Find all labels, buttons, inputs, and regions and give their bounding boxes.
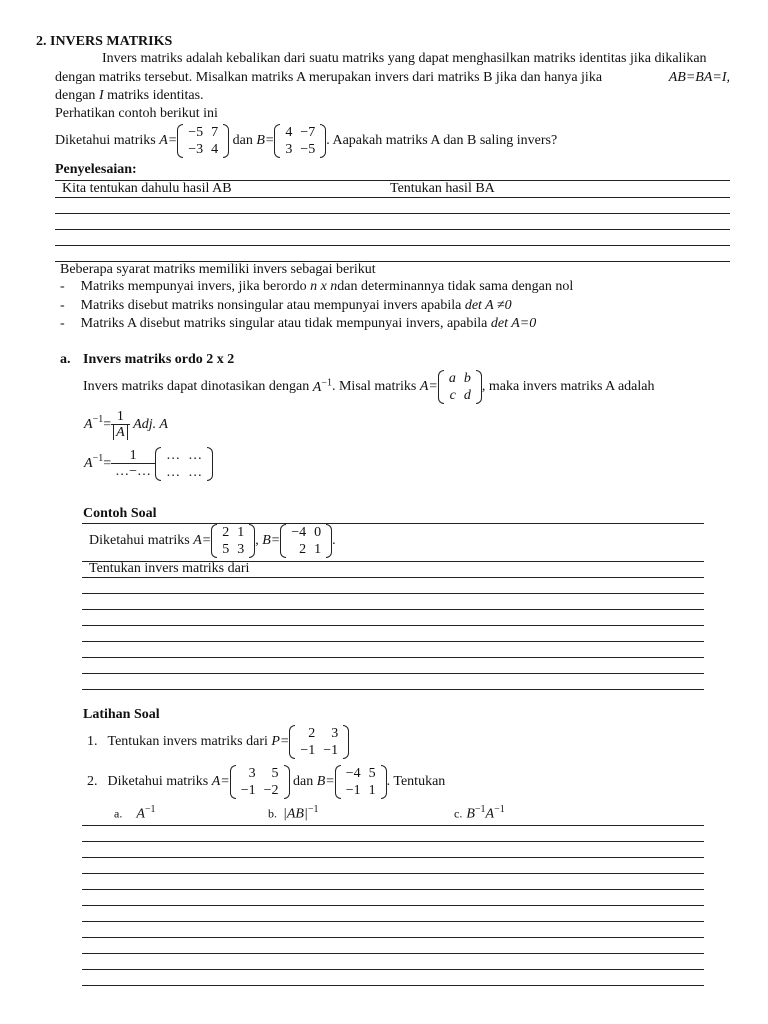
matrix-a: 3 5 −1 −2 (230, 765, 290, 799)
rule (82, 625, 704, 626)
rule (55, 245, 730, 246)
section-title: 2. INVERS MATRIKS (36, 34, 173, 49)
condition-item: - Matriks disebut matriks nonsingular atau mempunyai invers apabila det A ≠0 (60, 298, 512, 313)
intro-line-3: dengan I matriks identitas. (55, 88, 204, 103)
condition-item: - Matriks mempunyai invers, jika berordo n x ndan determinannya tidak sama dengan nol (60, 279, 574, 294)
rule (82, 673, 704, 674)
inverse-formula-2: $A^{-1}=$ $\frac{1}{\dots-\dots}$ … … … … (84, 447, 213, 481)
rule (82, 825, 704, 826)
example-task: Tentukan invers matriks dari (89, 561, 250, 576)
example-1: Diketahui matriks A= −5 7 −3 4 dan B= 4 −7 3 −5 . Aapakah matriks A dan B saling invers? (55, 125, 558, 157)
matrix-b: −4 0 2 1 (280, 524, 332, 558)
inverse-formula-1: $A^{-1}=$ $\frac{1}{A}$ Adj. A (84, 409, 168, 440)
rule (82, 657, 704, 658)
rule (82, 969, 704, 970)
solution-label: Penyelesaian: (55, 162, 137, 177)
rule (82, 577, 704, 578)
rule (82, 953, 704, 954)
exercise-part-c: c. $B^{-1}A^{-1}$ (454, 804, 505, 822)
exercise-part-a: a. $A^{-1}$ (114, 804, 156, 822)
subsection-title: Invers matriks ordo 2 x 2 (83, 352, 235, 367)
rule (82, 857, 704, 858)
exercise-question-1: 1. Tentukan invers matriks dari P= 2 3 −1 −1 (87, 725, 349, 759)
matrix-a: −5 7 −3 4 (177, 124, 229, 158)
rule (82, 689, 704, 690)
rule (82, 921, 704, 922)
rule (82, 905, 704, 906)
rule (55, 229, 730, 230)
identity-equation: AB=BA=I, (668, 70, 730, 85)
rule (82, 985, 704, 986)
exercise-title: Latihan Soal (83, 707, 160, 722)
matrix-p: 2 3 −1 −1 (289, 725, 349, 759)
matrix-placeholder: … … … … (155, 447, 213, 481)
condition-item: - Matriks A disebut matriks singular atau tidak mempunyai invers, apabila det A=0 (60, 316, 537, 331)
rule (82, 841, 704, 842)
rule (55, 213, 730, 214)
rule (82, 889, 704, 890)
matrix-b: −4 5 −1 1 (335, 765, 387, 799)
rule (82, 609, 704, 610)
rule (55, 197, 730, 198)
matrix-b: 4 −7 3 −5 (274, 124, 326, 158)
example-2: Diketahui matriks A= 2 1 5 3 , B= −4 0 2 1 . (89, 525, 336, 557)
rule (82, 593, 704, 594)
solution-col-ab: Kita tentukan dahulu hasil AB (62, 181, 232, 196)
rule (82, 873, 704, 874)
exercise-question-2: 2. Diketahui matriks A= 3 5 −1 −2 dan B= −4 5 −1 1 . Tentukan (87, 766, 446, 798)
conditions-intro: Beberapa syarat matriks memiliki invers sebagai berikut (60, 262, 376, 277)
solution-col-ba: Tentukan hasil BA (390, 181, 495, 196)
inverse-notation-line: Invers matriks dapat dinotasikan dengan $A^{-1}$. Misal matriks A= a b c d , maka invers matriks A adalah (83, 371, 655, 403)
matrix-a: 2 1 5 3 (211, 524, 255, 558)
subsection-label: a. (60, 352, 71, 367)
intro-line-4: Perhatikan contoh berikut ini (55, 106, 218, 121)
intro-line-1: Invers matriks adalah kebalikan dari suatu matriks yang dapat menghasilkan matriks identitas jika dikalikan (102, 51, 707, 66)
intro-line-2: dengan matriks tersebut. Misalkan matriks A merupakan invers dari matriks B jika dan hanya jika AB=BA=I, (55, 70, 730, 85)
example-title: Contoh Soal (83, 506, 157, 521)
rule (82, 937, 704, 938)
exercise-part-b: b. $|AB|^{-1}$ (268, 804, 319, 822)
rule (82, 641, 704, 642)
matrix-general: a b c d (438, 370, 482, 404)
